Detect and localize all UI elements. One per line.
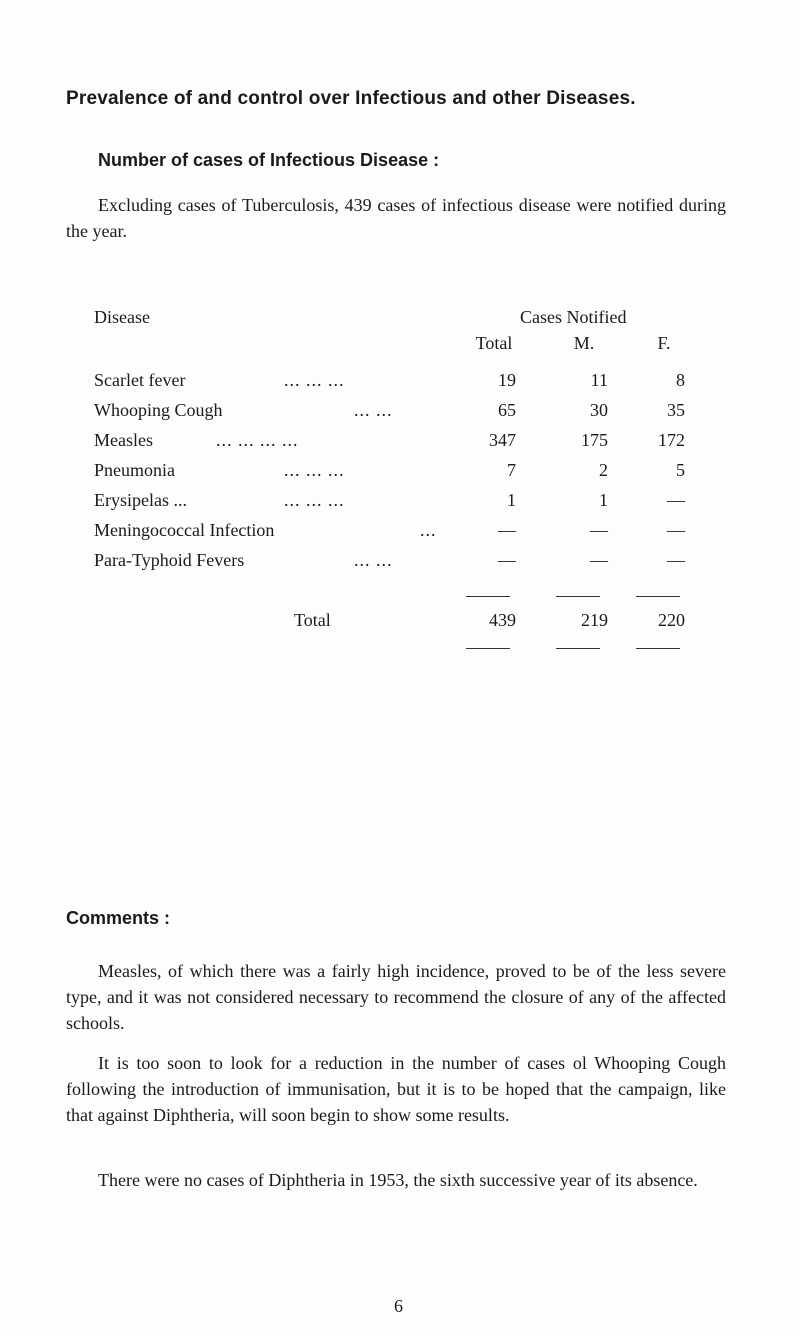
page-title: Prevalence of and control over Infectious and other Diseases. [66, 88, 636, 109]
cell-total: 347 [489, 430, 516, 450]
cell-male: — [590, 550, 608, 570]
cell-female: 172 [658, 430, 685, 450]
leader-dots: ... ... [354, 400, 393, 420]
comment-paragraph: There were no cases of Diphtheria in 1953, the sixth successive year of its absence. [98, 1170, 698, 1190]
table-row [0, 520, 800, 548]
rule-male-top [556, 596, 600, 597]
disease-name: Para-Typhoid Fevers [94, 550, 245, 570]
intro-text: Excluding cases of Tuberculosis, 439 cases of infectious disease were notified during the year. [66, 195, 726, 241]
disease-name: Measles [94, 430, 153, 450]
leader-dots: ... ... ... [284, 460, 345, 480]
cell-male: 11 [590, 370, 608, 390]
total-male: 219 [581, 610, 608, 630]
totals-row [0, 610, 800, 638]
page-number: 6 [394, 1296, 403, 1316]
total-label: Total [294, 610, 331, 630]
cell-male: 2 [599, 460, 608, 480]
header-cases-notified: Cases Notified [520, 307, 627, 327]
disease-name: Pneumonia [94, 460, 175, 480]
rule-female-bottom [636, 648, 680, 649]
cell-male: 1 [599, 490, 608, 510]
table-row [0, 430, 800, 458]
cell-total: 1 [507, 490, 516, 510]
total-female: 220 [658, 610, 685, 630]
cell-total: — [498, 520, 516, 540]
intro-paragraph [66, 192, 726, 244]
disease-name: Scarlet fever [94, 370, 186, 390]
table-row [0, 460, 800, 488]
rule-total-bottom [466, 648, 510, 649]
leader-dots: ... ... ... ... [216, 430, 299, 450]
cell-female: — [667, 520, 685, 540]
header-disease: Disease [94, 307, 150, 327]
rule-female-top [636, 596, 680, 597]
table-row [0, 550, 800, 578]
cell-male: 175 [581, 430, 608, 450]
table-row [0, 490, 800, 518]
comment-paragraph: Measles, of which there was a fairly high incidence, proved to be of the less severe type, and it was not considered necessary to recommend the closure of any of the affected schools. [66, 961, 726, 1033]
cell-total: 65 [498, 400, 516, 420]
comment-paragraph: It is too soon to look for a reduction in the number of cases ol Whooping Cough following the introduction of immunisation, but it is to be hoped that the campaign, like that against Diphtheria, will soon begin to show some results. [66, 1053, 726, 1125]
cell-female: — [667, 490, 685, 510]
cell-male: 30 [590, 400, 608, 420]
disease-name: Meningococcal Infection [94, 520, 275, 540]
cell-total: 19 [498, 370, 516, 390]
header-female: F. [657, 333, 671, 353]
comments-title: Comments : [66, 908, 171, 928]
cell-female: 5 [676, 460, 685, 480]
table-row [0, 400, 800, 428]
cell-female: — [667, 550, 685, 570]
header-male: M. [573, 333, 595, 353]
total-cases: 439 [489, 610, 516, 630]
disease-name: Erysipelas ... [94, 490, 187, 510]
cell-female: 35 [667, 400, 685, 420]
leader-dots: ... ... ... [284, 490, 345, 510]
cell-total: 7 [507, 460, 516, 480]
cell-total: — [498, 550, 516, 570]
cell-male: — [590, 520, 608, 540]
disease-name: Whooping Cough [94, 400, 223, 420]
header-total: Total [475, 333, 513, 353]
leader-dots: ... ... ... [284, 370, 345, 390]
leader-dots: ... ... [354, 550, 393, 570]
table-row [0, 370, 800, 398]
cell-female: 8 [676, 370, 685, 390]
rule-male-bottom [556, 648, 600, 649]
rule-total-top [466, 596, 510, 597]
leader-dots: ... [420, 520, 437, 540]
section-title: Number of cases of Infectious Disease : [98, 150, 440, 170]
